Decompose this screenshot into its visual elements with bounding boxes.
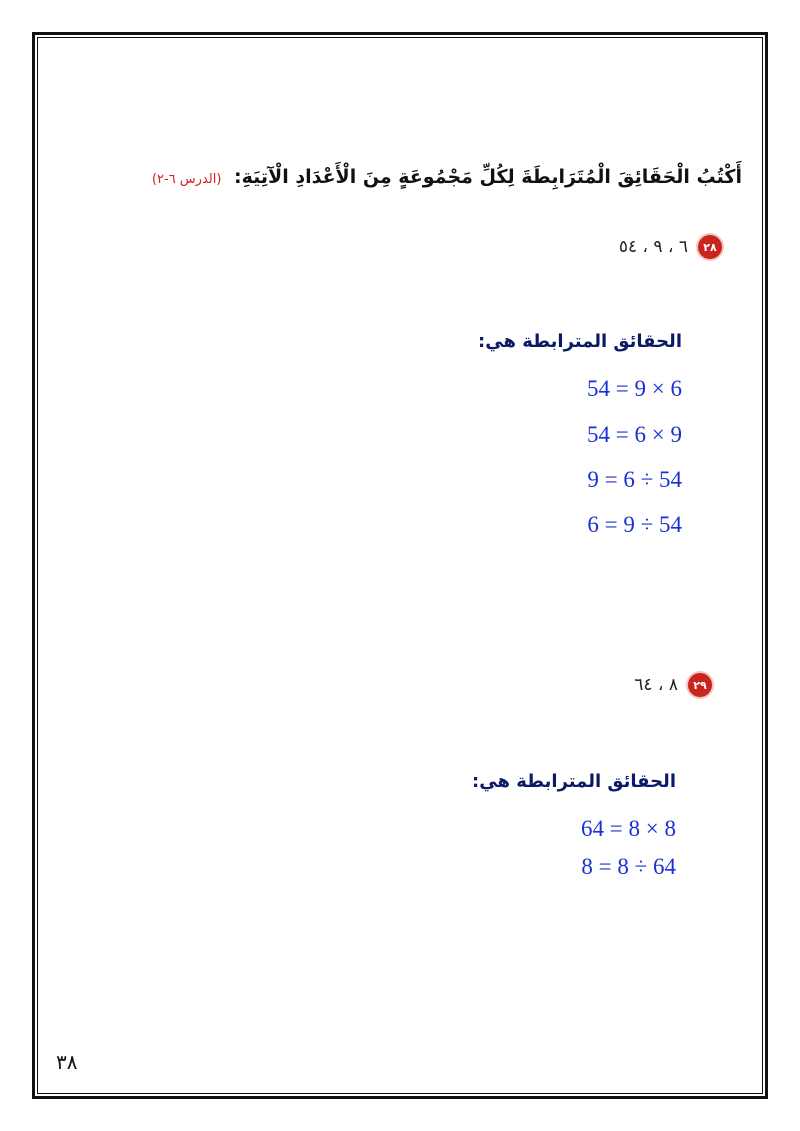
related-facts-title: الحقائق المترابطة هي: bbox=[472, 771, 676, 792]
related-fact: 54 = 9 × 6 bbox=[587, 376, 682, 401]
related-fact: 54 = 6 × 9 bbox=[587, 422, 682, 447]
problem-number-badge: ٢٩ bbox=[688, 673, 712, 697]
instruction-text: أَكْتُبُ الْحَقَائِقَ الْمُتَرَابِطَةَ لِكُلِّ مَجْمُوعَةٍ مِنَ الْأَعْدَادِ الْآتِيَةِ: bbox=[234, 166, 742, 188]
related-fact: 64 = 8 × 8 bbox=[581, 816, 676, 841]
page-border-inner bbox=[37, 37, 763, 1094]
problem-number-badge: ٢٨ bbox=[698, 235, 722, 259]
related-fact: 8 = 8 ÷ 64 bbox=[581, 854, 676, 879]
related-fact: 9 = 6 ÷ 54 bbox=[587, 467, 682, 492]
lesson-reference: (الدرس ٦-٢) bbox=[151, 172, 222, 187]
problem-28-header bbox=[619, 235, 722, 259]
problem-29-header bbox=[634, 673, 712, 697]
instruction-heading bbox=[152, 166, 742, 188]
related-fact: 6 = 9 ÷ 54 bbox=[587, 512, 682, 537]
problem-numbers: ٦ ، ٩ ، ٥٤ bbox=[618, 237, 688, 257]
related-facts-title: الحقائق المترابطة هي: bbox=[478, 331, 682, 352]
problem-numbers: ٨ ، ٦٤ bbox=[634, 675, 678, 695]
page-number: ٣٨ bbox=[56, 1050, 78, 1074]
